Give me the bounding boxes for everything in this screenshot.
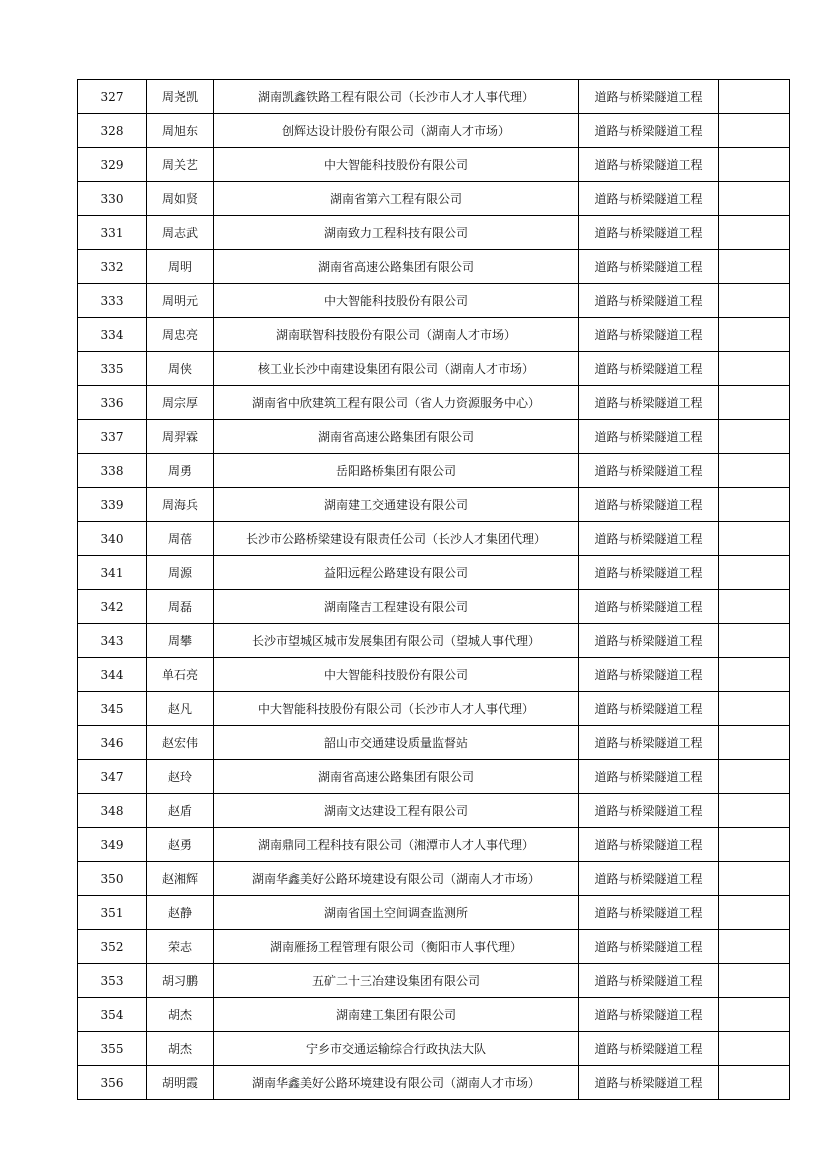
specialty-cell: 道路与桥梁隧道工程: [579, 760, 719, 794]
row-number-cell: 347: [78, 760, 147, 794]
table-row: [78, 1032, 790, 1066]
specialty-cell: 道路与桥梁隧道工程: [579, 896, 719, 930]
person-name-cell: 周侠: [147, 352, 214, 386]
remark-cell: [719, 148, 790, 182]
specialty-cell: 道路与桥梁隧道工程: [579, 386, 719, 420]
remark-cell: [719, 658, 790, 692]
table-row: [78, 284, 790, 318]
employer-cell: 中大智能科技股份有限公司: [214, 148, 579, 182]
employer-cell: 中大智能科技股份有限公司: [214, 284, 579, 318]
employer-cell: 湖南华鑫美好公路环境建设有限公司（湖南人才市场）: [214, 862, 579, 896]
row-number-cell: 327: [78, 80, 147, 114]
remark-cell: [719, 250, 790, 284]
row-number-cell: 352: [78, 930, 147, 964]
table-row: [78, 828, 790, 862]
table-row: [78, 182, 790, 216]
remark-cell: [719, 794, 790, 828]
specialty-cell: 道路与桥梁隧道工程: [579, 114, 719, 148]
remark-cell: [719, 386, 790, 420]
row-number-cell: 339: [78, 488, 147, 522]
table-row: [78, 692, 790, 726]
table-row: [78, 216, 790, 250]
row-number-cell: 356: [78, 1066, 147, 1100]
employer-cell: 创辉达设计股份有限公司（湖南人才市场）: [214, 114, 579, 148]
employer-cell: 湖南隆吉工程建设有限公司: [214, 590, 579, 624]
remark-cell: [719, 760, 790, 794]
specialty-cell: 道路与桥梁隧道工程: [579, 488, 719, 522]
row-number-cell: 353: [78, 964, 147, 998]
person-name-cell: 周忠亮: [147, 318, 214, 352]
remark-cell: [719, 692, 790, 726]
roster-table: [77, 79, 790, 1100]
person-name-cell: 赵宏伟: [147, 726, 214, 760]
table-row: [78, 250, 790, 284]
remark-cell: [719, 420, 790, 454]
employer-cell: 湖南省高速公路集团有限公司: [214, 760, 579, 794]
remark-cell: [719, 998, 790, 1032]
row-number-cell: 332: [78, 250, 147, 284]
specialty-cell: 道路与桥梁隧道工程: [579, 828, 719, 862]
remark-cell: [719, 114, 790, 148]
row-number-cell: 333: [78, 284, 147, 318]
row-number-cell: 328: [78, 114, 147, 148]
specialty-cell: 道路与桥梁隧道工程: [579, 250, 719, 284]
employer-cell: 中大智能科技股份有限公司（长沙市人才人事代理）: [214, 692, 579, 726]
employer-cell: 湖南致力工程科技有限公司: [214, 216, 579, 250]
person-name-cell: 周明元: [147, 284, 214, 318]
row-number-cell: 329: [78, 148, 147, 182]
table-row: [78, 930, 790, 964]
person-name-cell: 荣志: [147, 930, 214, 964]
remark-cell: [719, 522, 790, 556]
row-number-cell: 343: [78, 624, 147, 658]
table-row: [78, 114, 790, 148]
person-name-cell: 周如贤: [147, 182, 214, 216]
employer-cell: 湖南雁扬工程管理有限公司（衡阳市人事代理）: [214, 930, 579, 964]
person-name-cell: 胡杰: [147, 1032, 214, 1066]
row-number-cell: 351: [78, 896, 147, 930]
specialty-cell: 道路与桥梁隧道工程: [579, 522, 719, 556]
employer-cell: 湖南鼎同工程科技有限公司（湘潭市人才人事代理）: [214, 828, 579, 862]
row-number-cell: 340: [78, 522, 147, 556]
table-row: [78, 726, 790, 760]
remark-cell: [719, 454, 790, 488]
person-name-cell: 周羿霖: [147, 420, 214, 454]
table-row: [78, 522, 790, 556]
remark-cell: [719, 80, 790, 114]
person-name-cell: 赵勇: [147, 828, 214, 862]
specialty-cell: 道路与桥梁隧道工程: [579, 318, 719, 352]
person-name-cell: 周志武: [147, 216, 214, 250]
specialty-cell: 道路与桥梁隧道工程: [579, 80, 719, 114]
employer-cell: 湖南省国土空间调查监测所: [214, 896, 579, 930]
person-name-cell: 周海兵: [147, 488, 214, 522]
table-row: [78, 760, 790, 794]
table-row: [78, 80, 790, 114]
specialty-cell: 道路与桥梁隧道工程: [579, 182, 719, 216]
remark-cell: [719, 964, 790, 998]
row-number-cell: 337: [78, 420, 147, 454]
row-number-cell: 345: [78, 692, 147, 726]
remark-cell: [719, 1032, 790, 1066]
remark-cell: [719, 896, 790, 930]
row-number-cell: 335: [78, 352, 147, 386]
row-number-cell: 355: [78, 1032, 147, 1066]
employer-cell: 湖南凯鑫铁路工程有限公司（长沙市人才人事代理）: [214, 80, 579, 114]
specialty-cell: 道路与桥梁隧道工程: [579, 216, 719, 250]
remark-cell: [719, 624, 790, 658]
employer-cell: 湖南省高速公路集团有限公司: [214, 250, 579, 284]
employer-cell: 湖南文达建设工程有限公司: [214, 794, 579, 828]
roster-table-body: [78, 80, 790, 1100]
table-row: [78, 964, 790, 998]
row-number-cell: 342: [78, 590, 147, 624]
table-row: [78, 556, 790, 590]
remark-cell: [719, 726, 790, 760]
employer-cell: 湖南华鑫美好公路环境建设有限公司（湖南人才市场）: [214, 1066, 579, 1100]
employer-cell: 湖南省高速公路集团有限公司: [214, 420, 579, 454]
table-row: [78, 794, 790, 828]
specialty-cell: 道路与桥梁隧道工程: [579, 692, 719, 726]
remark-cell: [719, 828, 790, 862]
specialty-cell: 道路与桥梁隧道工程: [579, 1066, 719, 1100]
row-number-cell: 348: [78, 794, 147, 828]
table-row: [78, 488, 790, 522]
table-row: [78, 148, 790, 182]
employer-cell: 湖南建工交通建设有限公司: [214, 488, 579, 522]
employer-cell: 核工业长沙中南建设集团有限公司（湖南人才市场）: [214, 352, 579, 386]
specialty-cell: 道路与桥梁隧道工程: [579, 284, 719, 318]
specialty-cell: 道路与桥梁隧道工程: [579, 454, 719, 488]
remark-cell: [719, 318, 790, 352]
specialty-cell: 道路与桥梁隧道工程: [579, 148, 719, 182]
person-name-cell: 周明: [147, 250, 214, 284]
person-name-cell: 赵静: [147, 896, 214, 930]
table-row: [78, 590, 790, 624]
employer-cell: 湖南建工集团有限公司: [214, 998, 579, 1032]
person-name-cell: 周关艺: [147, 148, 214, 182]
table-row: [78, 896, 790, 930]
employer-cell: 湖南省中欣建筑工程有限公司（省人力资源服务中心）: [214, 386, 579, 420]
specialty-cell: 道路与桥梁隧道工程: [579, 658, 719, 692]
person-name-cell: 单石亮: [147, 658, 214, 692]
remark-cell: [719, 284, 790, 318]
row-number-cell: 334: [78, 318, 147, 352]
table-row: [78, 862, 790, 896]
row-number-cell: 354: [78, 998, 147, 1032]
specialty-cell: 道路与桥梁隧道工程: [579, 1032, 719, 1066]
specialty-cell: 道路与桥梁隧道工程: [579, 352, 719, 386]
specialty-cell: 道路与桥梁隧道工程: [579, 930, 719, 964]
person-name-cell: 赵玲: [147, 760, 214, 794]
table-row: [78, 386, 790, 420]
person-name-cell: 胡习鹏: [147, 964, 214, 998]
person-name-cell: 周蓓: [147, 522, 214, 556]
remark-cell: [719, 1066, 790, 1100]
row-number-cell: 350: [78, 862, 147, 896]
person-name-cell: 赵凡: [147, 692, 214, 726]
employer-cell: 宁乡市交通运输综合行政执法大队: [214, 1032, 579, 1066]
row-number-cell: 344: [78, 658, 147, 692]
specialty-cell: 道路与桥梁隧道工程: [579, 726, 719, 760]
remark-cell: [719, 590, 790, 624]
table-row: [78, 998, 790, 1032]
table-row: [78, 1066, 790, 1100]
employer-cell: 长沙市望城区城市发展集团有限公司（望城人事代理）: [214, 624, 579, 658]
employer-cell: 五矿二十三冶建设集团有限公司: [214, 964, 579, 998]
remark-cell: [719, 182, 790, 216]
specialty-cell: 道路与桥梁隧道工程: [579, 964, 719, 998]
person-name-cell: 周攀: [147, 624, 214, 658]
table-row: [78, 352, 790, 386]
table-row: [78, 318, 790, 352]
person-name-cell: 周源: [147, 556, 214, 590]
employer-cell: 中大智能科技股份有限公司: [214, 658, 579, 692]
row-number-cell: 338: [78, 454, 147, 488]
row-number-cell: 341: [78, 556, 147, 590]
table-row: [78, 624, 790, 658]
row-number-cell: 331: [78, 216, 147, 250]
specialty-cell: 道路与桥梁隧道工程: [579, 794, 719, 828]
row-number-cell: 349: [78, 828, 147, 862]
employer-cell: 岳阳路桥集团有限公司: [214, 454, 579, 488]
person-name-cell: 赵湘辉: [147, 862, 214, 896]
row-number-cell: 330: [78, 182, 147, 216]
specialty-cell: 道路与桥梁隧道工程: [579, 862, 719, 896]
person-name-cell: 周旭东: [147, 114, 214, 148]
remark-cell: [719, 216, 790, 250]
remark-cell: [719, 862, 790, 896]
table-row: [78, 658, 790, 692]
person-name-cell: 周宗厚: [147, 386, 214, 420]
row-number-cell: 346: [78, 726, 147, 760]
specialty-cell: 道路与桥梁隧道工程: [579, 624, 719, 658]
person-name-cell: 胡明霞: [147, 1066, 214, 1100]
remark-cell: [719, 556, 790, 590]
remark-cell: [719, 488, 790, 522]
remark-cell: [719, 930, 790, 964]
person-name-cell: 赵盾: [147, 794, 214, 828]
employer-cell: 湖南联智科技股份有限公司（湖南人才市场）: [214, 318, 579, 352]
person-name-cell: 周尧凯: [147, 80, 214, 114]
person-name-cell: 周勇: [147, 454, 214, 488]
employer-cell: 益阳远程公路建设有限公司: [214, 556, 579, 590]
specialty-cell: 道路与桥梁隧道工程: [579, 556, 719, 590]
table-row: [78, 420, 790, 454]
table-row: [78, 454, 790, 488]
person-name-cell: 周磊: [147, 590, 214, 624]
employer-cell: 长沙市公路桥梁建设有限责任公司（长沙人才集团代理）: [214, 522, 579, 556]
person-name-cell: 胡杰: [147, 998, 214, 1032]
employer-cell: 湖南省第六工程有限公司: [214, 182, 579, 216]
remark-cell: [719, 352, 790, 386]
specialty-cell: 道路与桥梁隧道工程: [579, 420, 719, 454]
row-number-cell: 336: [78, 386, 147, 420]
specialty-cell: 道路与桥梁隧道工程: [579, 590, 719, 624]
specialty-cell: 道路与桥梁隧道工程: [579, 998, 719, 1032]
employer-cell: 韶山市交通建设质量监督站: [214, 726, 579, 760]
